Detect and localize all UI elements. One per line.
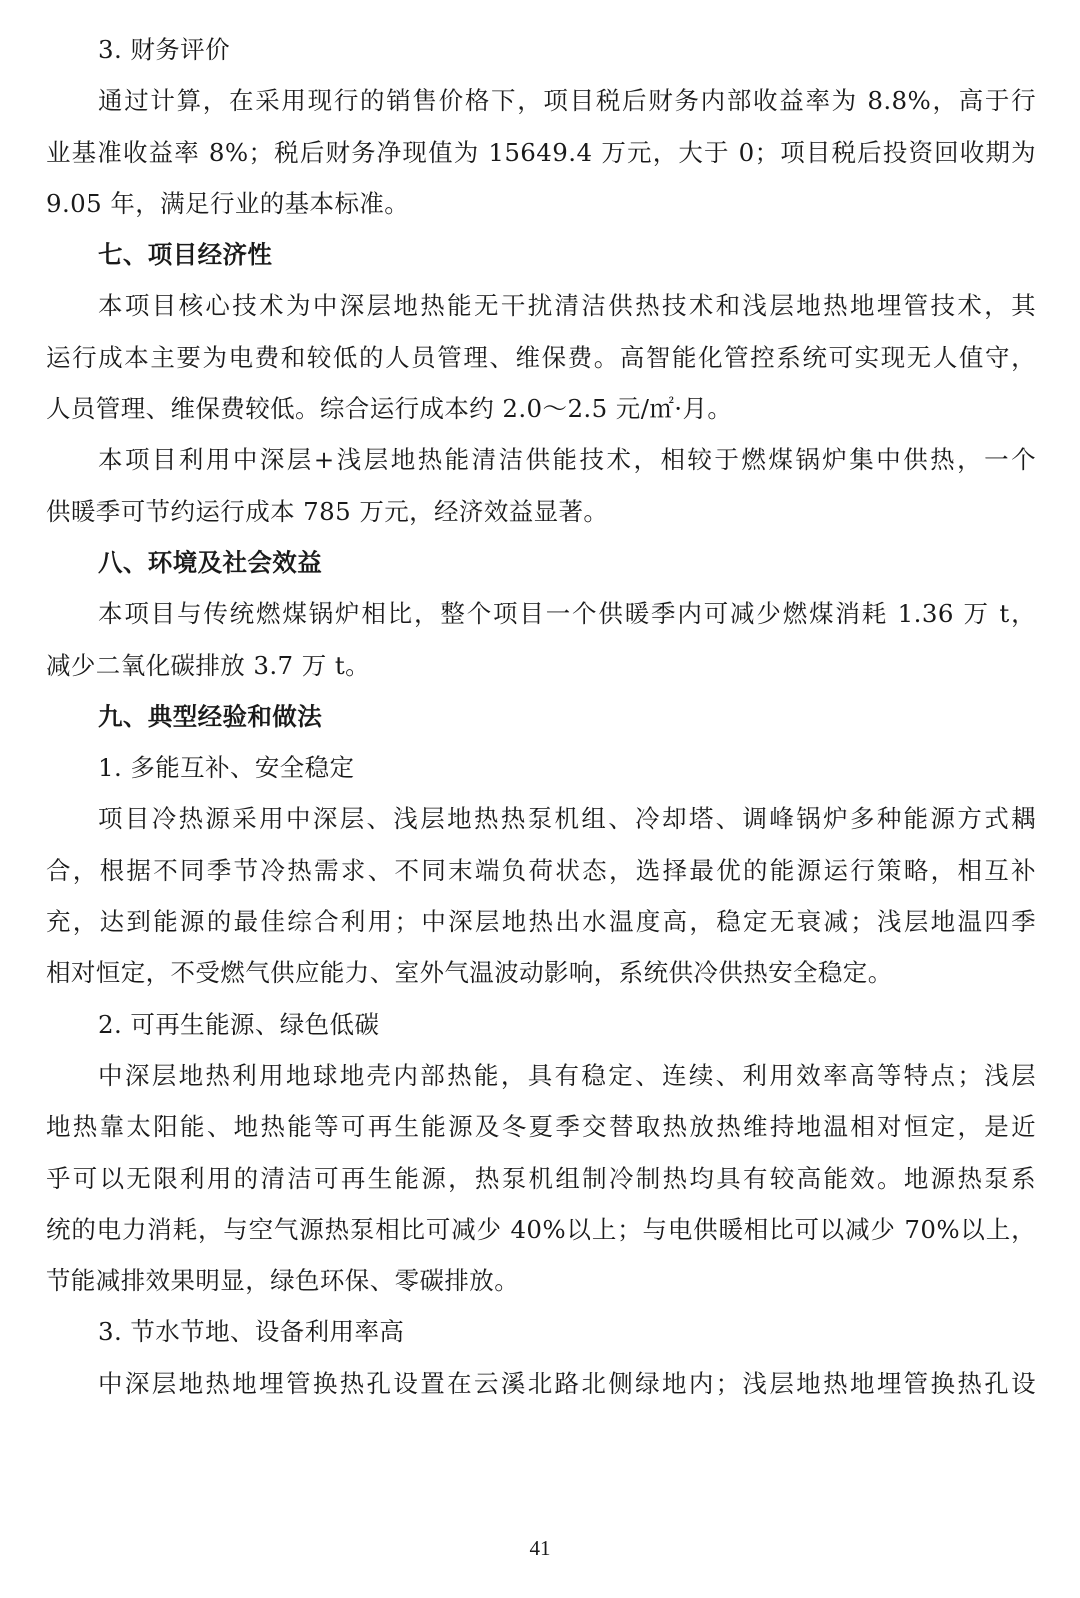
paragraph-line: 本项目利用中深层+浅层地热能清洁供能技术，相较于燃煤锅炉集中供热，一个 — [98, 445, 1036, 475]
paragraph-line: 节能减排效果明显，绿色环保、零碳排放。 — [46, 1266, 520, 1296]
subsection-title-multi-energy: 1. 多能互补、安全稳定 — [98, 753, 355, 783]
paragraph-line: 运行成本主要为电费和较低的人员管理、维保费。高智能化管控系统可实现无人值守， — [46, 342, 1036, 372]
subsection-title-water-land-saving: 3. 节水节地、设备利用率高 — [98, 1317, 405, 1347]
paragraph-line: 通过计算，在采用现行的销售价格下，项目税后财务内部收益率为 8.8%，高于行 — [98, 86, 1036, 116]
document-page — [46, 24, 1036, 1409]
section-heading-environment: 八、环境及社会效益 — [98, 547, 323, 577]
section-heading-experience: 九、典型经验和做法 — [98, 701, 323, 731]
section-heading-economics: 七、项目经济性 — [98, 240, 273, 270]
paragraph-line: 统的电力消耗，与空气源热泵相比可减少 40%以上；与电供暖相比可以减少 70%以上， — [46, 1214, 1036, 1244]
paragraph-line: 相对恒定，不受燃气供应能力、室外气温波动影响，系统供冷供热安全稳定。 — [46, 958, 893, 988]
paragraph-line: 供暖季可节约运行成本 785 万元，经济效益显著。 — [46, 496, 609, 526]
paragraph-line: 9.05 年，满足行业的基本标准。 — [46, 188, 410, 218]
paragraph-line: 减少二氧化碳排放 3.7 万 t。 — [46, 650, 370, 680]
paragraph-line: 充，达到能源的最佳综合利用；中深层地热出水温度高，稳定无衰减；浅层地温四季 — [46, 907, 1036, 937]
paragraph-line: 人员管理、维保费较低。综合运行成本约 2.0～2.5 元/㎡·月。 — [46, 394, 733, 424]
paragraph-line: 本项目核心技术为中深层地热能无干扰清洁供热技术和浅层地热地埋管技术，其 — [98, 291, 1036, 321]
paragraph-line: 乎可以无限利用的清洁可再生能源，热泵机组制冷制热均具有较高能效。地源热泵系 — [46, 1163, 1036, 1193]
paragraph-line: 中深层地热地埋管换热孔设置在云溪北路北侧绿地内；浅层地热地埋管换热孔设 — [98, 1368, 1036, 1398]
subsection-title-renewable: 2. 可再生能源、绿色低碳 — [98, 1009, 380, 1039]
paragraph-line: 中深层地热利用地球地壳内部热能，具有稳定、连续、利用效率高等特点；浅层 — [98, 1060, 1036, 1090]
page-number: 41 — [529, 1536, 551, 1560]
paragraph-line: 本项目与传统燃煤锅炉相比，整个项目一个供暖季内可减少燃煤消耗 1.36 万 t， — [98, 599, 1036, 629]
paragraph-line: 合，根据不同季节冷热需求、不同末端负荷状态，选择最优的能源运行策略，相互补 — [46, 855, 1036, 885]
subsection-title-financial-evaluation: 3. 财务评价 — [98, 35, 230, 64]
paragraph-line: 业基准收益率 8%；税后财务净现值为 15649.4 万元，大于 0；项目税后投资回收期为 — [46, 137, 1036, 167]
paragraph-line: 项目冷热源采用中深层、浅层地热热泵机组、冷却塔、调峰锅炉多种能源方式耦 — [98, 804, 1036, 834]
paragraph-line: 地热靠太阳能、地热能等可再生能源及冬夏季交替取热放热维持地温相对恒定，是近 — [46, 1112, 1036, 1142]
